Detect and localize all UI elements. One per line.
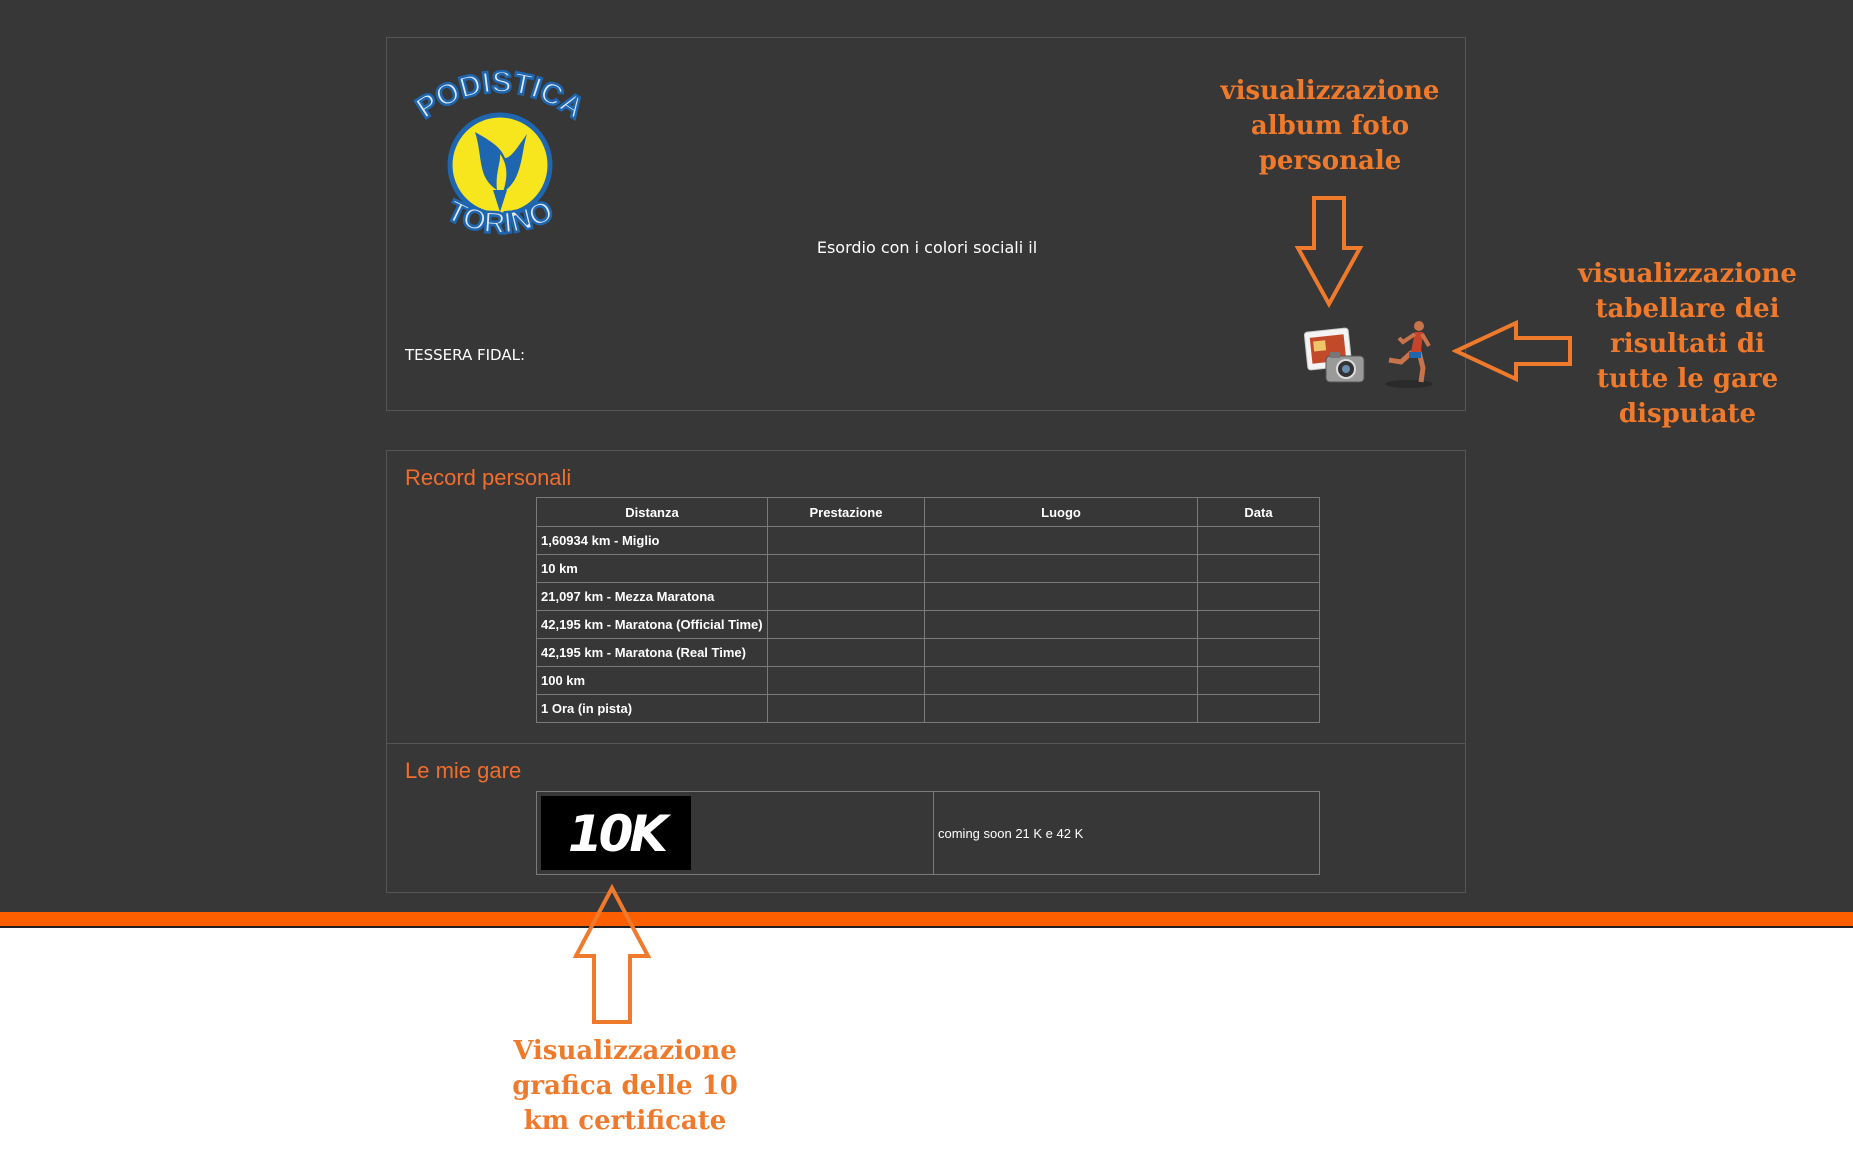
records-section-title: Record personali bbox=[405, 465, 572, 490]
table-row bbox=[537, 639, 1320, 667]
table-row bbox=[537, 667, 1320, 695]
logo-top-text: PODISTICA bbox=[410, 65, 590, 126]
distance-cell: 100 km bbox=[537, 667, 768, 695]
annotation-line: risultati di bbox=[1610, 329, 1765, 359]
date-cell bbox=[1198, 611, 1320, 639]
my-races-table bbox=[536, 791, 1320, 875]
races-section-title: Le mie gare bbox=[405, 758, 522, 783]
performance-cell bbox=[768, 583, 925, 611]
place-cell bbox=[925, 667, 1198, 695]
distance-cell: 1,60934 km - Miglio bbox=[537, 527, 768, 555]
orange-footer-band bbox=[0, 912, 1853, 926]
distance-cell: 1 Ora (in pista) bbox=[537, 695, 768, 723]
place-cell bbox=[925, 611, 1198, 639]
column-header-data: Data bbox=[1198, 498, 1320, 527]
performance-cell bbox=[768, 695, 925, 723]
performance-cell bbox=[768, 611, 925, 639]
place-cell bbox=[925, 527, 1198, 555]
table-header-row bbox=[537, 498, 1320, 527]
performance-cell bbox=[768, 527, 925, 555]
coming-soon-cell: coming soon 21 K e 42 K bbox=[934, 792, 1320, 875]
place-cell bbox=[925, 639, 1198, 667]
date-cell bbox=[1198, 583, 1320, 611]
place-cell bbox=[925, 555, 1198, 583]
10k-badge[interactable] bbox=[541, 796, 691, 870]
10k-badge-graphic bbox=[546, 801, 686, 865]
performance-cell bbox=[768, 555, 925, 583]
down-arrow-icon bbox=[1294, 196, 1364, 308]
left-arrow-icon bbox=[1452, 320, 1574, 382]
personal-records-table bbox=[536, 497, 1320, 723]
place-cell bbox=[925, 695, 1198, 723]
10k-badge-text: 10K bbox=[567, 805, 665, 863]
date-cell bbox=[1198, 555, 1320, 583]
date-cell bbox=[1198, 639, 1320, 667]
table-row bbox=[537, 527, 1320, 555]
performance-cell bbox=[768, 639, 925, 667]
distance-cell: 21,097 km - Mezza Maratona bbox=[537, 583, 768, 611]
annotation-table bbox=[1555, 257, 1820, 432]
annotation-line: visualizzazione bbox=[1220, 76, 1440, 106]
column-header-distanza: Distanza bbox=[537, 498, 768, 527]
section-divider bbox=[387, 743, 1465, 744]
table-row bbox=[537, 611, 1320, 639]
annotation-10k bbox=[480, 1034, 770, 1139]
photo-album-icon[interactable] bbox=[1304, 326, 1366, 384]
runner-results-icon[interactable] bbox=[1379, 318, 1439, 390]
annotation-album bbox=[1195, 74, 1465, 179]
up-arrow-icon bbox=[572, 884, 652, 1026]
table-row bbox=[537, 792, 1320, 875]
table-row bbox=[537, 695, 1320, 723]
logo-bottom-text: TORINO bbox=[441, 194, 559, 241]
date-cell bbox=[1198, 667, 1320, 695]
distance-cell: 42,195 km - Maratona (Real Time) bbox=[537, 639, 768, 667]
date-cell bbox=[1198, 527, 1320, 555]
annotation-line: album foto bbox=[1250, 111, 1410, 141]
annotation-line: tutte le gare bbox=[1596, 364, 1779, 394]
records-panel bbox=[386, 450, 1466, 893]
column-header-prestazione: Prestazione bbox=[768, 498, 925, 527]
annotation-line: personale bbox=[1258, 146, 1402, 176]
debut-date-label: Esordio con i colori sociali il bbox=[816, 238, 1038, 257]
annotation-line: tabellare dei bbox=[1595, 294, 1780, 324]
column-header-luogo: Luogo bbox=[925, 498, 1198, 527]
distance-cell: 10 km bbox=[537, 555, 768, 583]
place-cell bbox=[925, 583, 1198, 611]
annotation-line: visualizzazione bbox=[1578, 259, 1797, 289]
performance-cell bbox=[768, 667, 925, 695]
annotation-line: disputate bbox=[1618, 399, 1757, 429]
distance-cell: 42,195 km - Maratona (Official Time) bbox=[537, 611, 768, 639]
annotation-line: grafica delle 10 bbox=[512, 1071, 738, 1101]
annotation-line: Visualizzazione bbox=[513, 1036, 737, 1066]
annotation-line: km certificate bbox=[523, 1106, 727, 1136]
table-row bbox=[537, 555, 1320, 583]
podistica-torino-logo bbox=[405, 62, 595, 242]
badge-cell bbox=[537, 792, 934, 875]
fidal-card-label: TESSERA FIDAL: bbox=[405, 346, 526, 364]
table-row bbox=[537, 583, 1320, 611]
date-cell bbox=[1198, 695, 1320, 723]
